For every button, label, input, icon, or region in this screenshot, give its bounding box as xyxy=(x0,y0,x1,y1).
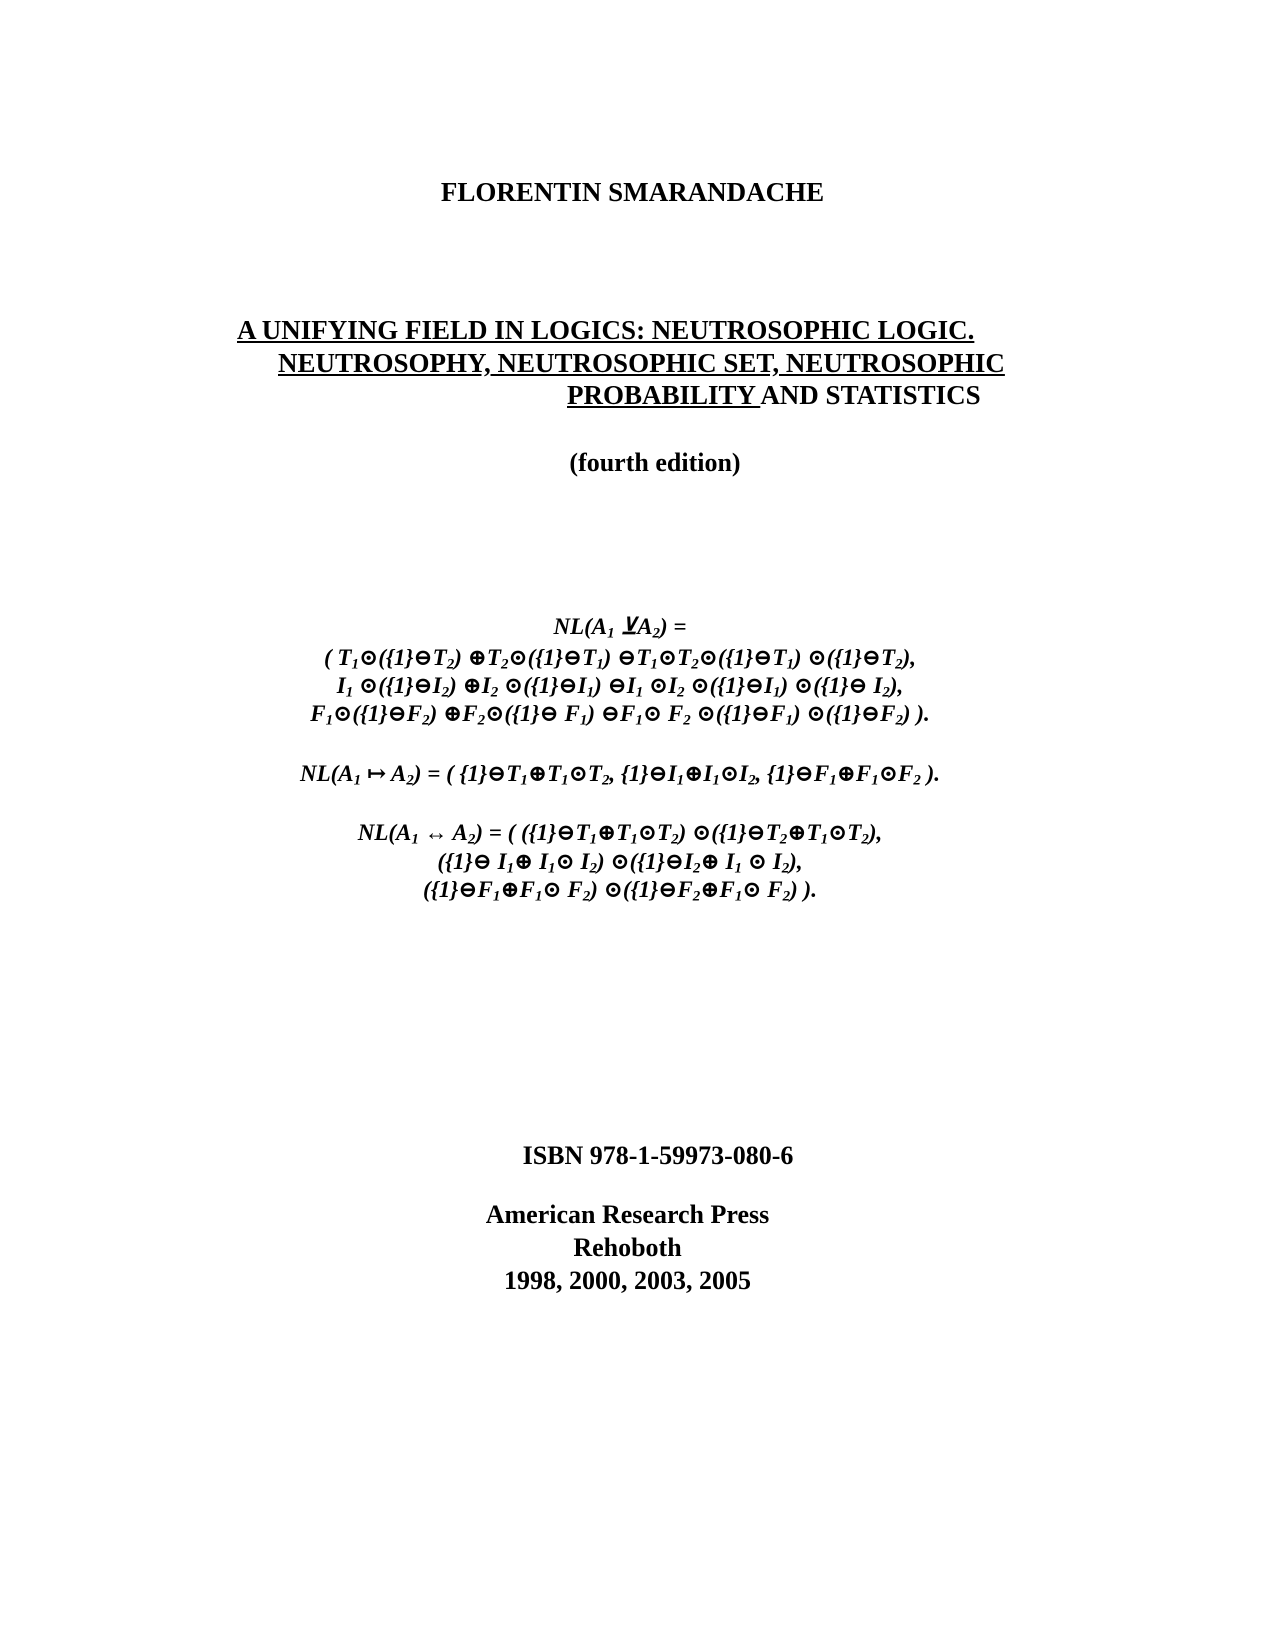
title-line-3-rest: AND STATISTICS xyxy=(760,380,981,410)
publisher-name: American Research Press xyxy=(485,1200,770,1229)
edition-label: (fourth edition) xyxy=(569,448,741,477)
title-line-2: NEUTROSOPHY, NEUTROSOPHIC SET, NEUTROSOPHIC xyxy=(278,348,1005,378)
title-line-3 xyxy=(567,380,981,411)
isbn: ISBN 978-1-59973-080-6 xyxy=(522,1141,794,1170)
formula-implication: $NL(A_1$ ↦ $A_2$) = ( $\{1\}⊖T_1\oplus T_1⊙T_2$, $\{1\}⊖I_1\oplus I_1⊙I_2$, $\{1\}⊖F_1\oplus F_1⊙F_2$ ). xyxy=(299,761,941,789)
publisher-city: Rehoboth xyxy=(573,1233,682,1262)
author-name: FLORENTIN SMARANDACHE xyxy=(440,177,825,207)
formula-equivalence-indeterminacy: ({1}⊖ $I_1\oplus$ $I_1⊙$ $I_2$) $⊙(\{1\}⊖I_2\oplus$ $I_1$ ⊙ $I_2$), xyxy=(437,849,803,877)
formula-equivalence-falsity: ($\{1\}⊖F_1\oplus F_1⊙$ $F_2$) $⊙(\{1\}⊖F_2\oplus F_1⊙$ $F_2$) ). xyxy=(423,877,817,905)
formula-disjunction-head: $NL(A_1$ $⊻A_2$) = xyxy=(553,614,687,642)
formula-disjunction-truth: ( $T_1⊙(\{1\}⊖T_2)$ $\oplus T_2⊙(\{1\}⊖T_1)$ $⊖T_1⊙T_2⊙(\{1\}⊖T_1)$ $⊙(\{1\}⊖T_2)$, xyxy=(324,645,916,673)
title-line-1: A UNIFYING FIELD IN LOGICS: NEUTROSOPHIC LOGIC. xyxy=(237,315,975,345)
formula-equivalence-truth: $NL(A_1$ ↔ $A_2$) = ( $(\{1\}⊖T_1\oplus T_1⊙T_2)$ $⊙(\{1\}⊖T_2\oplus T_1⊙T_2)$, xyxy=(357,820,883,848)
formula-disjunction-indeterminacy: $I_1$ $⊙(\{1\}⊖I_2)$ $\oplus I_2$ $⊙(\{1\}⊖I_1)$ $⊖I_1$ $⊙I_2$ $⊙(\{1\}⊖I_1)$ ⊙({1}⊖ $I_2$), xyxy=(336,673,904,701)
title-line-3-underlined: PROBABILITY xyxy=(567,380,761,410)
formula-disjunction-falsity: $F_1⊙(\{1\}⊖F_2)$ $\oplus F_2⊙(\{1\}⊖$ $F_1$) $⊖F_1⊙$ $F_2$ $⊙(\{1\}⊖F_1)$ $⊙(\{1\}⊖F_2)$ ). xyxy=(310,701,930,729)
publication-years: 1998, 2000, 2003, 2005 xyxy=(504,1266,751,1295)
